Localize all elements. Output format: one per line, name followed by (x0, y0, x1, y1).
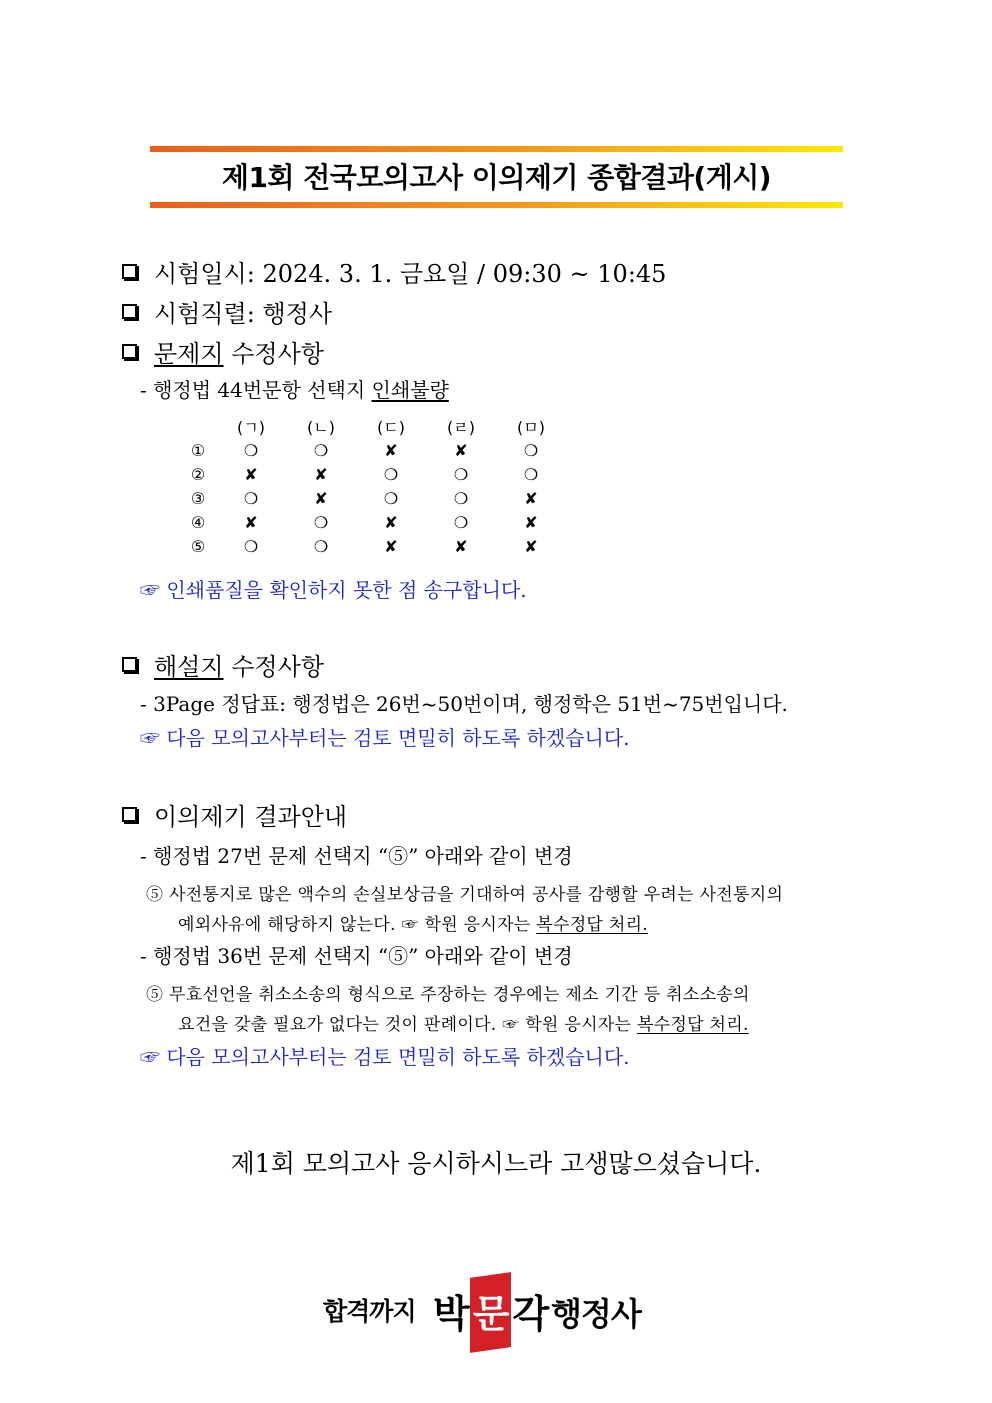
exam-date-value: 2024. 3. 1. 금요일 / 09:30 ~ 10:45 (262, 260, 667, 288)
mark-cell: ❍ (523, 464, 539, 484)
mark-cell: ❍ (453, 464, 469, 484)
mark-cell: ✘ (524, 488, 538, 508)
objection-item-1-underlined: 복수정답 처리. (536, 915, 648, 935)
objection-item-1-text-line2-body: 예외사유에 해당하지 않는다. ☞ 학원 응시자는 (178, 915, 531, 935)
mark-cell: ✘ (314, 464, 328, 484)
mark-cell: ❍ (243, 440, 259, 460)
exam-type-value: 행정사 (262, 300, 333, 328)
logo-brand-tail: 행정사 (551, 1295, 641, 1333)
table-row (180, 462, 566, 486)
objection-heading (122, 797, 347, 832)
question-fix-note: ☞ 인쇄품질을 확인하지 못한 점 송구합니다. (140, 578, 527, 602)
checkbox-bullet-icon (122, 304, 137, 319)
title-banner (150, 146, 843, 208)
mark-cell: ✘ (384, 536, 398, 556)
question-fix-heading-underlined: 문제지 (154, 340, 224, 368)
logo-brand-first: 박 (433, 1292, 468, 1336)
objection-item-2-text-line2-body: 요건을 갖출 필요가 없다는 것이 판례이다. ☞ 학원 응시자는 (178, 1015, 632, 1035)
mark-cell: ❍ (243, 536, 259, 556)
title-bottom-bar (150, 202, 843, 208)
objection-item-1-text-line1: ⑤ 사전통지로 많은 액수의 손실보상금을 기대하여 공사를 감행할 우려는 사전통지의 (146, 885, 784, 905)
answer-fix-note: ☞ 다음 모의고사부터는 검토 면밀히 하도록 하겠습니다. (140, 726, 630, 750)
mark-cell: ✘ (524, 536, 538, 556)
checkbox-bullet-icon (122, 657, 137, 672)
mark-cell: ✘ (524, 512, 538, 532)
question-fix-item-underlined: 인쇄불량 (371, 378, 449, 402)
question-fix-item (140, 374, 449, 403)
row-label: ① (190, 440, 206, 460)
column-header: (ㄴ) (307, 417, 335, 437)
answer-fix-heading-rest: 수정사항 (231, 653, 324, 681)
mark-cell: ❍ (383, 488, 399, 508)
question-fix-heading-rest: 수정사항 (231, 340, 324, 368)
checkbox-bullet-icon (122, 264, 137, 279)
objection-item-2: - 행정법 36번 문제 선택지 “⑤” 아래와 같이 변경 (140, 944, 573, 968)
logo-brand (433, 1283, 547, 1338)
objection-note: ☞ 다음 모의고사부터는 검토 면밀히 하도록 하겠습니다. (140, 1045, 630, 1069)
objection-heading-text: 이의제기 결과안내 (154, 803, 348, 831)
closing-message: 제1회 모의고사 응시하시느라 고생많으셨습니다. (230, 1149, 762, 1178)
question-fix-heading (122, 334, 324, 369)
logo-slogan: 합격까지 (323, 1297, 416, 1326)
mark-cell: ❍ (243, 488, 259, 508)
mark-cell: ✘ (384, 512, 398, 532)
mark-cell: ✘ (244, 512, 258, 532)
answer-fix-heading-underlined: 해설지 (154, 653, 224, 681)
exam-date-label: 시험일시: (154, 260, 255, 288)
mark-cell: ❍ (523, 440, 539, 460)
choice-table (180, 414, 566, 558)
column-header: (ㄹ) (447, 417, 475, 437)
column-header: (ㄱ) (237, 417, 265, 437)
column-header: (ㅁ) (517, 417, 545, 437)
objection-item-2-text-line1: ⑤ 무효선언을 취소소송의 형식으로 주장하는 경우에는 제소 기간 등 취소소송의 (146, 985, 750, 1005)
question-fix-item-prefix: - 행정법 44번문항 선택지 (140, 378, 366, 402)
table-row (180, 510, 566, 534)
column-header: (ㄷ) (377, 417, 405, 437)
objection-item-2-text-line2 (178, 1010, 749, 1035)
mark-cell: ❍ (453, 488, 469, 508)
mark-cell: ❍ (453, 512, 469, 532)
objection-item-1: - 행정법 27번 문제 선택지 “⑤” 아래와 같이 변경 (140, 844, 573, 868)
table-row (180, 486, 566, 510)
table-row (180, 438, 566, 462)
checkbox-bullet-icon (122, 807, 137, 822)
table-row (180, 534, 566, 558)
mark-cell: ✘ (384, 440, 398, 460)
checkbox-bullet-icon (122, 344, 137, 359)
mark-cell: ✘ (244, 464, 258, 484)
exam-date-line (122, 254, 666, 289)
row-label: ② (190, 464, 206, 484)
objection-item-1-text-line2 (178, 910, 648, 935)
mark-cell: ❍ (313, 536, 329, 556)
exam-type-label: 시험직렬: (154, 300, 255, 328)
page-title: 제1회 전국모의고사 이의제기 종합결과(게시) (221, 161, 772, 194)
row-label: ④ (190, 512, 206, 532)
answer-fix-item: - 3Page 정답표: 행정법은 26번~50번이며, 행정학은 51번~75번입니다. (140, 692, 788, 716)
row-label: ⑤ (190, 536, 206, 556)
choice-table-header (180, 414, 566, 438)
logo-brand-last: 각 (512, 1292, 548, 1336)
mark-cell: ✘ (454, 536, 468, 556)
mark-cell: ❍ (383, 464, 399, 484)
exam-type-line (122, 294, 332, 329)
mark-cell: ✘ (454, 440, 468, 460)
mark-cell: ❍ (313, 440, 329, 460)
title-top-bar (150, 146, 843, 152)
mark-cell: ❍ (313, 512, 329, 532)
logo-brand-mid: 문 (470, 1283, 511, 1338)
mark-cell: ✘ (314, 488, 328, 508)
row-label: ③ (190, 488, 206, 508)
answer-fix-heading (122, 647, 324, 682)
objection-item-2-underlined: 복수정답 처리. (636, 1015, 749, 1035)
